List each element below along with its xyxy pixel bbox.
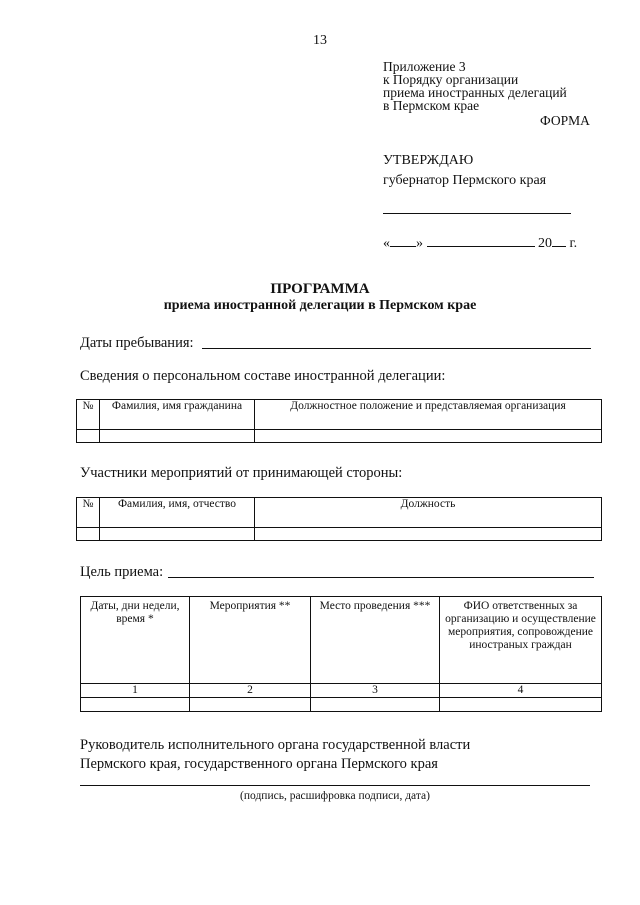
signatory-block [80, 736, 470, 774]
table-cell[interactable] [81, 698, 190, 712]
column-header: № [77, 498, 100, 528]
annex-line-1: Приложение 3 [383, 59, 466, 74]
column-number: 4 [440, 684, 602, 698]
participants-table [76, 497, 602, 541]
approval-date [383, 234, 577, 252]
approve-heading: УТВЕРЖДАЮ [383, 153, 474, 168]
purpose-field[interactable] [168, 577, 594, 578]
table-row [81, 698, 602, 712]
table-cell[interactable] [190, 698, 311, 712]
date-close-quote: » [416, 236, 423, 251]
form-label: ФОРМА [540, 113, 590, 128]
table-cell[interactable] [255, 430, 602, 443]
stay-dates-field[interactable] [202, 348, 591, 349]
date-year-prefix: 20 [538, 236, 552, 251]
table-cell[interactable] [255, 528, 602, 541]
document-title: ПРОГРАММА [270, 281, 370, 297]
column-header: № [77, 400, 100, 430]
column-header: Фамилия, имя, отчество [100, 498, 255, 528]
column-header: Мероприятия ** [190, 597, 311, 684]
table-cell[interactable] [311, 698, 440, 712]
column-header: ФИО ответственных за организацию и осуществление мероприятия, сопровождение иностраных граждан [440, 597, 602, 684]
annex-line-2: к Порядку организации [383, 72, 519, 87]
signatory-line-2: Пермского края, государственного органа Пермского края [80, 756, 438, 772]
annex-line-3: приема иностранных делегаций [383, 85, 567, 100]
signature-caption: (подпись, расшифровка подписи, дата) [240, 790, 430, 802]
date-year-blank[interactable] [552, 234, 566, 247]
table-cell[interactable] [77, 430, 100, 443]
column-header: Фамилия, имя гражданина [100, 400, 255, 430]
column-header: Должность [255, 498, 602, 528]
table-cell[interactable] [440, 698, 602, 712]
table-row [77, 430, 602, 443]
column-number: 3 [311, 684, 440, 698]
table-row [77, 528, 602, 541]
date-month-blank[interactable] [427, 234, 535, 247]
table-header-row [77, 498, 602, 528]
approver-signature-line[interactable] [383, 213, 571, 214]
stay-dates-label: Даты пребывания: [80, 335, 194, 351]
events-table [80, 596, 602, 712]
signatory-signature-line[interactable] [80, 785, 590, 786]
participants-section-label: Участники мероприятий от принимающей стороны: [80, 465, 403, 481]
approval-block [383, 151, 546, 191]
date-year-suffix: г. [569, 236, 578, 251]
signatory-line-1: Руководитель исполнительного органа государственной власти [80, 737, 471, 753]
approver-position: губернатор Пермского края [383, 173, 547, 188]
date-open-quote: « [383, 236, 390, 251]
table-header-row [77, 400, 602, 430]
column-number: 1 [81, 684, 190, 698]
column-header: Даты, дни недели, время * [81, 597, 190, 684]
column-header: Должностное положение и представляемая организация [255, 400, 602, 430]
purpose-label: Цель приема: [80, 564, 164, 580]
table-cell[interactable] [100, 430, 255, 443]
table-header-row [81, 597, 602, 684]
annex-line-4: в Пермском крае [383, 98, 480, 113]
date-day-blank[interactable] [390, 234, 416, 247]
document-subtitle: приема иностранной делегации в Пермском крае [163, 298, 477, 313]
column-header: Место проведения *** [311, 597, 440, 684]
delegation-section-label: Сведения о персональном составе иностранной делегации: [80, 368, 446, 384]
annex-block [383, 60, 567, 112]
delegation-table [76, 399, 602, 443]
column-numbers-row [81, 684, 602, 698]
column-number: 2 [190, 684, 311, 698]
table-cell[interactable] [77, 528, 100, 541]
page-number: 13 [313, 33, 327, 48]
table-cell[interactable] [100, 528, 255, 541]
